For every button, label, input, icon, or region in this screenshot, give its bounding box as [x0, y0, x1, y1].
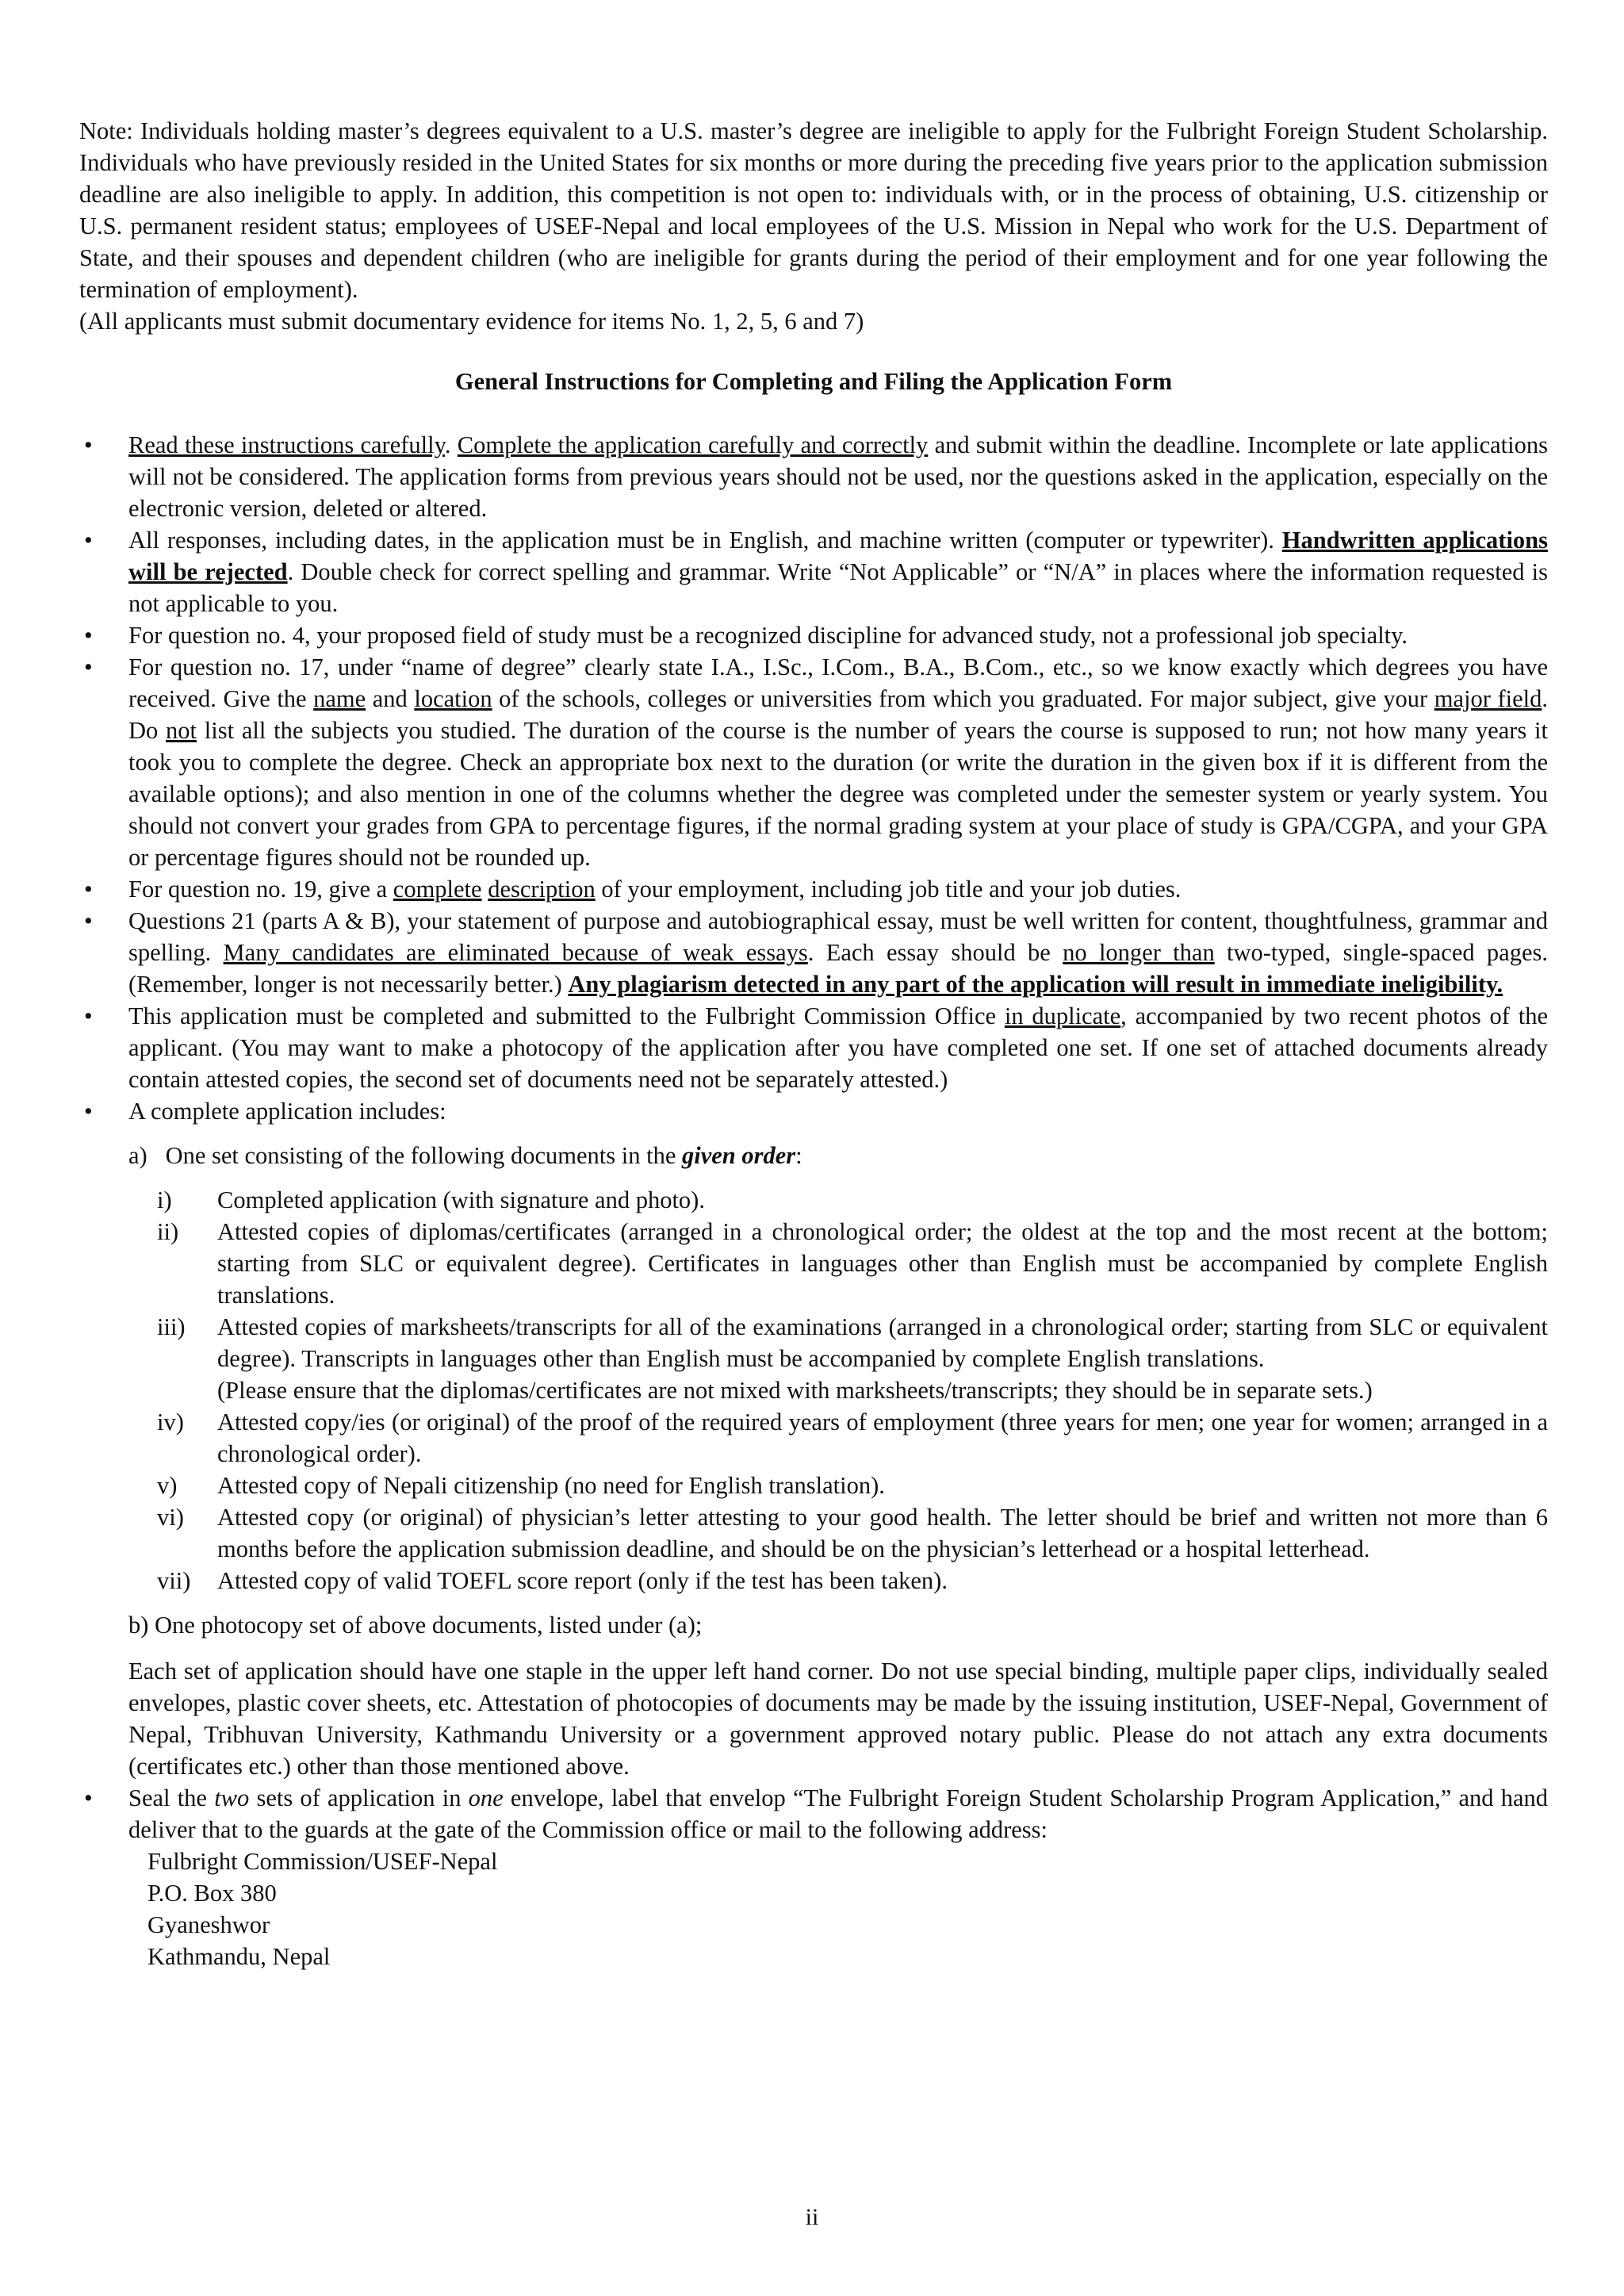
text-run: of your employment, including job title and your job duties. — [595, 876, 1182, 903]
text-run: . Each essay should be — [807, 939, 1063, 966]
checklist-item — [128, 1565, 1548, 1596]
bold-underlined-text: Any plagiarism detected in any part of the application will result in immediate ineligibility. — [568, 971, 1503, 998]
instruction-read-carefully — [79, 429, 1548, 524]
instruction-question-4: • For question no. 4, your proposed field of study must be a recognized discipline for advanced study, not a professional job specialty. — [79, 619, 1548, 651]
section-title: General Instructions for Completing and Filing the Application Form — [454, 368, 1173, 395]
text-run: All responses, including dates, in the application must be in English, and machine written (computer or typewriter). — [128, 527, 1282, 554]
text-run: For question no. 17, under “name of degree” clearly state I.A., I.Sc., I.Com., B.A., B.Com., etc., so we know exactly which degrees you have received. Give the — [128, 654, 1548, 712]
page-number: ii — [805, 2204, 819, 2230]
address-line: Kathmandu, Nepal — [147, 1943, 331, 1970]
underlined-text: Read these instructions carefully — [128, 431, 445, 458]
checklist-item — [128, 1216, 1548, 1311]
text-run: list all the subjects you studied. The duration of the course is the number of years the course is supposed to run; not how many years it took you to complete the degree. Check an appropriate box next to the duration (or write the duration in the given box if it is different from the available options); and also mention in one of the columns whether the degree was completed under the semester system or yearly system. You should not convert your grades from GPA to percentage figures, if the normal grading system at your place of study is GPA/CGPA, and your GPA or percentage figures should not be rounded up. — [128, 717, 1548, 871]
text-run: , accompanied by two recent photos of the applicant. (You may want to make a photocopy of the application after you have completed one set. If one set of attached documents already contain attested copies, the second set of documents need not be separately attested.) — [128, 1002, 1548, 1093]
text-run: . Double check for correct spelling and grammar. Write “Not Applicable” or “N/A” in places where the information requested is not applicable to you. — [128, 558, 1548, 617]
underlined-text: in duplicate — [1004, 1002, 1121, 1029]
text-run: sets of application in — [249, 1784, 469, 1811]
text-run: A complete application includes: — [128, 1098, 446, 1125]
address-line: P.O. Box 380 — [147, 1880, 277, 1907]
text-run: and submit within the deadline. Incomplete or late applications will not be considered. The application forms from previous years should not be used, nor the questions asked in the application, especially on the electronic version, deleted or altered. — [128, 431, 1549, 522]
text-run: of the schools, colleges or universities from which you graduated. For major subject, give your — [492, 685, 1434, 712]
text-run: Seal the — [128, 1784, 215, 1811]
text-run: : — [795, 1142, 802, 1169]
italic-text: one — [468, 1784, 504, 1811]
sub-item-b: b) One photocopy set of above documents, listed under (a); — [128, 1612, 703, 1639]
checklist-item-text: Attested copies of diplomas/certificates (arranged in a chronological order; the oldest at the top and the most recent at the bottom; starting from SLC or equivalent degree). Certificates in languages other than English must be accompanied by complete English translations. — [217, 1218, 1548, 1309]
checklist-item-number: vi) — [157, 1504, 184, 1531]
underlined-text: Many candidates are eliminated because of weak essays — [223, 939, 808, 966]
instruction-duplicate-submission — [79, 1000, 1548, 1095]
text-run: and — [366, 685, 415, 712]
instruction-english-typed — [79, 524, 1548, 619]
instruction-question-17 — [79, 651, 1548, 873]
text-run: two-typed, single-spaced pages. (Remember, longer is not necessarily better.) — [128, 939, 1549, 998]
checklist-item-number: iv) — [157, 1409, 184, 1435]
checklist-item-text: Attested copy/ies (or original) of the proof of the required years of employment (three years for men; one year for women; arranged in a chronological order). — [217, 1409, 1548, 1467]
mailing-address — [128, 1846, 1548, 1972]
text-run: envelope, label that envelop “The Fulbright Foreign Student Scholarship Program Application,” and hand deliver that to the guards at the gate of the Commission office or mail to the following address: — [128, 1784, 1548, 1843]
underlined-text: Complete the application carefully and correctly — [457, 431, 929, 458]
checklist-item-number: ii) — [157, 1218, 179, 1245]
checklist-item — [128, 1311, 1548, 1374]
checklist-item — [128, 1374, 1548, 1406]
underlined-text: major field — [1434, 685, 1542, 712]
checklist-item-text: Completed application (with signature and photo). — [217, 1186, 705, 1213]
checklist-item-number: i) — [157, 1186, 172, 1213]
checklist-item-number: vii) — [157, 1567, 191, 1594]
checklist-item-text: (Please ensure that the diplomas/certificates are not mixed with marksheets/transcripts; they should be in separate sets.) — [217, 1377, 1373, 1404]
address-line: Fulbright Commission/USEF-Nepal — [147, 1848, 498, 1875]
staple-paragraph: Each set of application should have one staple in the upper left hand corner. Do not use special binding, multiple paper clips, individually sealed envelopes, plastic cover sheets, etc. Attestation of photocopies of documents may be made by the issuing institution, USEF-Nepal, Government of Nepal, Tribhuvan University, Kathmandu University or a government approved notary public. Please do not attach any extra documents (certificates etc.) other than those mentioned above. — [128, 1658, 1548, 1780]
checklist-item-number: iii) — [157, 1313, 186, 1340]
evidence-note: (All applicants must submit documentary evidence for items No. 1, 2, 5, 6 and 7) — [79, 308, 864, 335]
checklist-item-text: Attested copies of marksheets/transcripts for all of the examinations (arranged in a chronological order; starting from SLC or equivalent degree). Transcripts in languages other than English must be accompanied by complete English translations. — [217, 1313, 1548, 1372]
text-run: . Do — [128, 685, 1548, 744]
document-checklist — [128, 1184, 1548, 1596]
instruction-seal-and-deliver — [79, 1782, 1548, 1972]
instruction-question-19 — [79, 873, 1548, 905]
eligibility-note: Note: Individuals holding master’s degrees equivalent to a U.S. master’s degree are ineligible to apply for the Fulbright Foreign Student Scholarship. Individuals who have previously resided in the United States for six months or more during the preceding five years prior to the application submission deadline are also ineligible to apply. In addition, this competition is not open to: individuals with, or in the process of obtaining, U.S. citizenship or U.S. permanent resident status; employees of USEF-Nepal and local employees of the U.S. Mission in Nepal who work for the U.S. Department of State, and their spouses and dependent children (who are ineligible for grants during the period of their employment and for one year following the termination of employment). — [79, 117, 1548, 303]
sub-item-a — [128, 1140, 1548, 1171]
instructions-list — [79, 429, 1548, 1972]
instruction-complete-application — [79, 1095, 1548, 1782]
underlined-text: complete — [393, 876, 482, 903]
instruction-question-21-essays — [79, 905, 1548, 1000]
checklist-item-text: Attested copy of valid TOEFL score report (only if the test has been taken). — [217, 1567, 948, 1594]
text-run: For question no. 19, give a — [128, 876, 393, 903]
checklist-item — [128, 1184, 1548, 1216]
checklist-item — [128, 1501, 1548, 1565]
checklist-item — [128, 1470, 1548, 1501]
underlined-text: no longer than — [1063, 939, 1215, 966]
text-run: One set consisting of the following documents in the — [165, 1142, 682, 1169]
underlined-text: location — [414, 685, 492, 712]
text-run: This application must be completed and submitted to the Fulbright Commission Office — [128, 1002, 1005, 1029]
checklist-item-number: v) — [157, 1472, 178, 1499]
sub-item-label: a) — [128, 1142, 147, 1169]
bold-underlined-text: Handwritten applications will be rejected — [128, 527, 1548, 585]
checklist-item-text: Attested copy (or original) of physician’s letter attesting to your good health. The letter should be brief and written not more than 6 months before the application submission deadline, and should be on the physician’s letterhead or a hospital letterhead. — [217, 1504, 1548, 1562]
underlined-text: name — [313, 685, 366, 712]
underlined-text: description — [488, 876, 596, 903]
text-run: . — [444, 431, 458, 458]
underlined-text: not — [166, 717, 197, 744]
text-run: Questions 21 (parts A & B), your statement of purpose and autobiographical essay, must be well written for content, thoughtfulness, grammar and spelling. — [128, 907, 1548, 966]
document-page — [79, 115, 1548, 1972]
bold-italic-text: given order — [682, 1142, 796, 1169]
address-line: Gyaneshwor — [147, 1911, 270, 1938]
checklist-item — [128, 1406, 1548, 1470]
checklist-item-text: Attested copy of Nepali citizenship (no need for English translation). — [217, 1472, 885, 1499]
italic-text: two — [214, 1784, 250, 1811]
